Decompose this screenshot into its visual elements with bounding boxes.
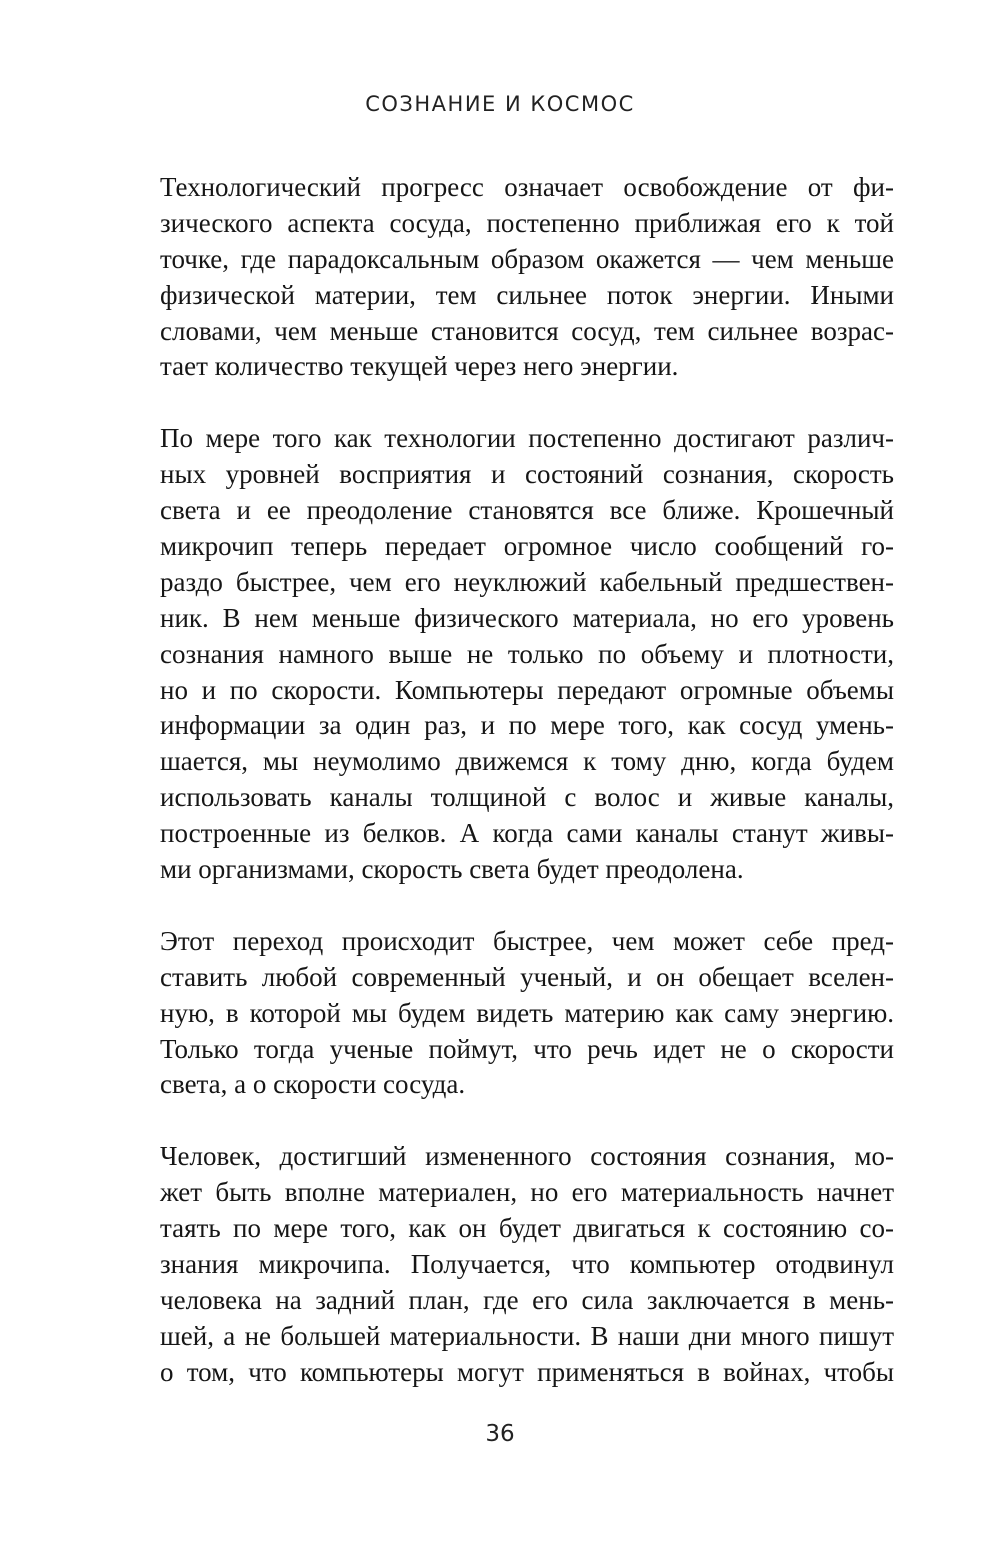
text-line: словами, чем меньше становится сосуд, тем сильнее возрас- <box>160 315 894 346</box>
text-line: жет быть вполне материален, но его материальность начнет <box>160 1177 894 1208</box>
text-line: человека на задний план, где его сила заключается в мень- <box>160 1284 894 1315</box>
text-line: тает количество текущей через него энергии. <box>160 351 679 382</box>
paragraph-3 <box>160 924 894 1103</box>
body-text <box>160 170 894 1427</box>
text-line: физической материи, тем сильнее поток энергии. Иными <box>160 279 894 310</box>
text-line: ставить любой современный ученый, и он обещает вселен- <box>160 961 894 992</box>
text-line: информации за один раз, и по мере того, как сосуд умень- <box>160 710 894 741</box>
text-line: ми организмами, скорость света будет преодолена. <box>160 854 744 885</box>
text-line: использовать каналы толщиной с волос и живые каналы, <box>160 782 894 813</box>
paragraph-2 <box>160 421 894 888</box>
text-line: раздо быстрее, чем его неуклюжий кабельный предшествен- <box>160 566 894 597</box>
text-line: микрочип теперь передает огромное число сообщений го- <box>160 531 894 562</box>
text-line: шается, мы неумолимо движемся к тому дню, когда будем <box>160 746 894 777</box>
text-line: Только тогда ученые поймут, что речь идет не о скорости <box>160 1033 894 1064</box>
running-head: СОЗНАНИЕ И КОСМОС <box>365 92 635 116</box>
text-line: ных уровней восприятия и состояний сознания, скорость <box>160 459 894 490</box>
text-line: построенные из белков. А когда сами каналы станут живы- <box>160 818 894 849</box>
text-line: По мере того как технологии постепенно достигают различ- <box>160 423 894 454</box>
text-line: Технологический прогресс означает освобождение от фи- <box>160 172 894 202</box>
text-line: Этот переход происходит быстрее, чем может себе пред- <box>160 925 894 956</box>
text-line: но и по скорости. Компьютеры передают огромные объемы <box>160 674 894 705</box>
text-line: света, а о скорости сосуда. <box>160 1069 466 1100</box>
text-line: о том, что компьютеры могут применяться в войнах, чтобы <box>160 1356 894 1387</box>
text-line: таять по мере того, как он будет двигаться к состоянию со- <box>160 1213 894 1244</box>
text-line: шей, а не большей материальности. В наши дни много пишут <box>160 1320 894 1351</box>
text-line: сознания намного выше не только по объему и плотности, <box>160 638 894 669</box>
page-number: 36 <box>485 1421 515 1447</box>
paragraph-4 <box>160 1139 894 1390</box>
text-line: Человек, достигший измененного состояния сознания, мо- <box>160 1141 894 1172</box>
paragraph-1 <box>160 170 894 385</box>
text-line: ную, в которой мы будем видеть материю как саму энергию. <box>160 997 894 1028</box>
text-line: света и ее преодоление становятся все ближе. Крошечный <box>160 495 894 526</box>
text-line: точке, где парадоксальным образом окажется — чем меньше <box>160 243 894 274</box>
text-line: знания микрочипа. Получается, что компьютер отодвинул <box>160 1249 894 1280</box>
text-line: ник. В нем меньше физического материала, но его уровень <box>160 602 894 633</box>
text-line: зического аспекта сосуда, постепенно приближая его к той <box>160 207 894 238</box>
